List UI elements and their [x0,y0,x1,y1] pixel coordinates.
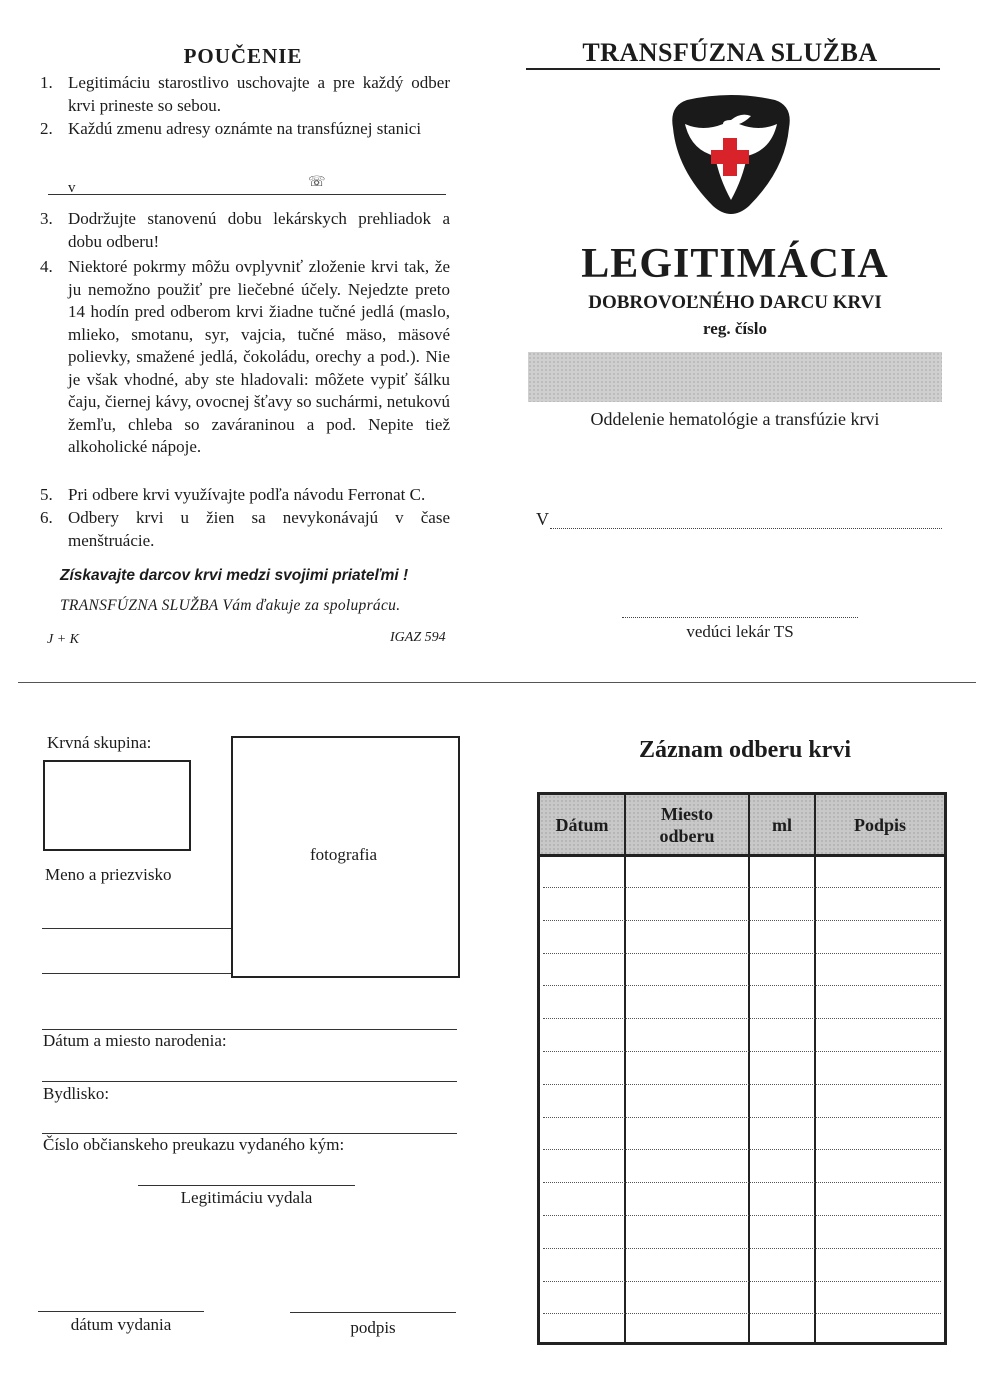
name-field-line[interactable] [42,973,231,974]
column-separator [624,795,626,1342]
thanks-note: TRANSFÚZNA SLUŽBA Vám ďakuje za spoluprácu. [60,597,401,614]
card-title: LEGITIMÁCIA [581,241,889,287]
table-row[interactable] [543,1313,941,1314]
telephone-icon: ☏ [308,175,326,190]
table-row[interactable] [543,985,941,986]
issue-date-line[interactable] [38,1311,204,1312]
blood-group-label: Krvná skupina: [47,733,152,752]
instruction-item-3 [40,208,450,253]
donation-record-table [537,792,947,1345]
service-title: TRANSFÚZNA SLUŽBA [582,38,878,67]
donation-record-title: Záznam odberu krvi [638,737,851,763]
department-name: Oddelenie hematológie a transfúzie krvi [590,409,880,429]
instruction-number: 3. [40,209,53,228]
instruction-item-4 [40,256,450,459]
address-field-line[interactable] [42,1133,457,1134]
issuer-signature-line[interactable] [138,1185,355,1186]
place-field-line[interactable] [550,528,942,529]
signature-label: podpis [350,1318,396,1337]
column-header-ml: ml [772,814,792,835]
table-row[interactable] [543,1248,941,1249]
donor-slogan: Získavajte darcov krvi medzi svojimi priateľmi ! [60,567,409,584]
print-code-right: IGAZ 594 [390,630,446,645]
blood-group-field[interactable] [43,760,191,851]
column-separator [814,795,816,1342]
instruction-text: Každú zmenu adresy oznámte na transfúznej stanici [68,119,422,138]
fold-line [18,682,976,683]
instruction-number: 4. [40,257,53,276]
instruction-number: 5. [40,485,53,504]
instruction-text: Odbery krvi u žien sa nevykonávajú v čase menštruácie. [68,508,450,550]
table-row[interactable] [543,1182,941,1183]
name-field-line[interactable] [42,928,231,929]
table-row[interactable] [543,1215,941,1216]
issued-by-label: Legitimáciu vydala [180,1188,313,1207]
dove-red-cross-icon [669,92,793,220]
table-header [540,795,944,857]
station-v-label: v [68,180,76,196]
table-row[interactable] [543,953,941,954]
instruction-text: Niektoré pokrmy môžu ovplyvniť zloženie krvi tak, že ju nemožno použiť pre liečebné účely. Nejedzte preto 14 hodín pred odberom krvi žiadne tučné jedlá (maslo, mlieko, smotanu, syr, vajcia, tučné mäso, mäsové polievky, smažené jedlá, čokoládu, orechy a pod.). Nie je však vhodné, aby ste hladovali: môžete vypiť šálku čaju, čiernej kávy, ovocnej šťavy so suchármi, netukovú žemľu, chleba so zaváraninou a pod. Nepite tiež alkoholické nápoje. [68,257,450,456]
table-row[interactable] [543,1084,941,1085]
place-v-label: V [536,509,549,529]
print-code-left: J + K [47,632,79,647]
column-header-place: Miesto odberu [659,803,715,846]
instruction-text: Dodržujte stanovenú dobu lekárskych prehliadok a dobu odberu! [68,209,450,251]
table-row[interactable] [543,1149,941,1150]
column-header-signature: Podpis [853,814,907,835]
birth-field-line[interactable] [42,1081,457,1082]
instruction-number: 2. [40,119,53,138]
head-doctor-signature-line[interactable] [622,617,858,618]
table-row[interactable] [543,1051,941,1052]
instruction-text: Legitimáciu starostlivo uschovajte a pre každý odber krvi prineste so sebou. [68,73,450,115]
birth-date-place-label: Dátum a miesto narodenia: [43,1031,227,1050]
head-doctor-label: vedúci lekár TS [686,622,794,641]
issue-date-label: dátum vydania [70,1315,172,1334]
table-row[interactable] [543,1117,941,1118]
column-header-date: Dátum [555,814,609,835]
table-row[interactable] [543,887,941,888]
instruction-number: 1. [40,73,53,92]
signature-line[interactable] [290,1312,456,1313]
service-title-rule [526,68,940,70]
photo-label: fotografia [309,845,378,864]
instructions-title: POUČENIE [183,44,303,68]
instruction-item-5 [40,484,450,507]
form-divider-line [42,1029,457,1030]
address-label: Bydlisko: [43,1084,110,1103]
registration-number-label: reg. číslo [703,319,767,338]
name-label: Meno a priezvisko [45,865,172,884]
id-card-label: Číslo občianskeho preukazu vydaného kým: [43,1135,345,1154]
instruction-number: 6. [40,508,53,527]
table-row[interactable] [543,920,941,921]
table-row[interactable] [543,1018,941,1019]
instruction-item-1 [40,72,450,117]
instruction-item-6 [40,507,450,552]
card-subtitle: DOBROVOĽNÉHO DARCU KRVI [588,292,882,313]
column-separator [748,795,750,1342]
table-row[interactable] [543,1281,941,1282]
instruction-text: Pri odbere krvi využívajte podľa návodu Ferronat C. [68,485,426,504]
instruction-item-2 [40,118,450,141]
station-address-line [48,194,446,195]
registration-number-field[interactable] [528,352,942,402]
